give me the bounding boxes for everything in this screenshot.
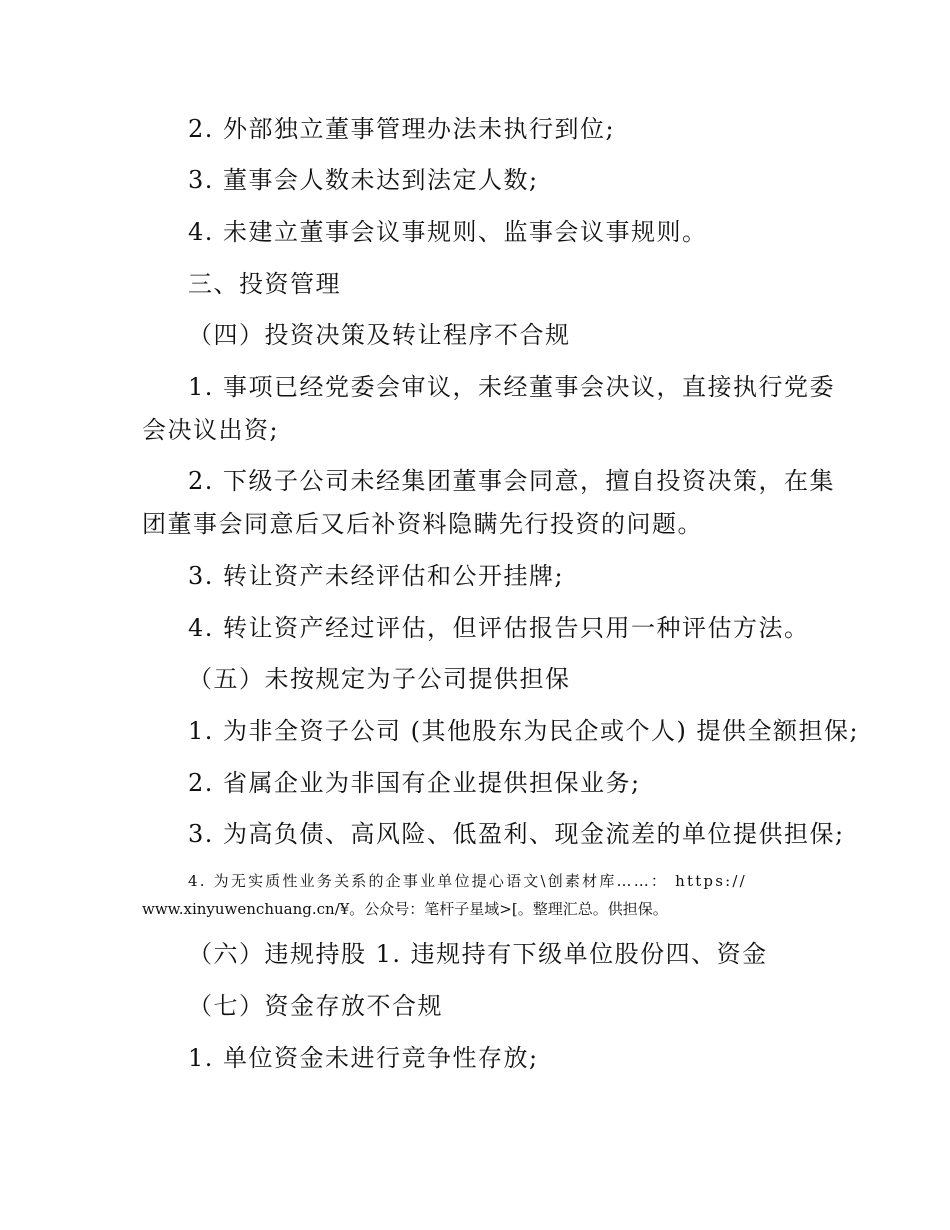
subsection-heading-6: （六）违规持股 1. 违规持有下级单位股份四、资金 (188, 940, 768, 968)
text-line-7: 会决议出资; (142, 416, 280, 444)
subsection-heading-4: （四）投资决策及转让程序不合规 (188, 321, 571, 349)
small-text-line-16: 4. 为无实质性业务关系的企事业单位提心语文\创素材库……： https:// (188, 872, 747, 890)
text-line-9: 团董事会同意后又后补资料隐瞒先行投资的问题。 (142, 510, 703, 538)
subsection-heading-7: （七）资金存放不合规 (188, 992, 443, 1020)
text-line-3: 4. 未建立董事会议事规则、监事会议事规则。 (188, 218, 708, 246)
text-line-8: 2. 下级子公司未经集团董事会同意，擅自投资决策，在集 (188, 467, 836, 495)
text-line-11: 4. 转让资产经过评估，但评估报告只用一种评估方法。 (188, 614, 810, 642)
text-line-15: 3. 为高负债、高风险、低盈利、现金流差的单位提供担保; (188, 820, 845, 848)
text-line-20: 1. 单位资金未进行竞争性存放; (188, 1044, 539, 1072)
text-line-14: 2. 省属企业为非国有企业提供担保业务; (188, 769, 641, 797)
text-line-2: 3. 董事会人数未达到法定人数; (188, 166, 539, 194)
text-line-1: 2. 外部独立董事管理办法未执行到位; (188, 115, 616, 143)
text-line-13: 1. 为非全资子公司 (其他股东为民企或个人) 提供全额担保; (188, 717, 860, 745)
subsection-heading-5: （五）未按规定为子公司提供担保 (188, 665, 571, 693)
text-line-10: 3. 转让资产未经评估和公开挂牌; (188, 562, 565, 590)
small-text-line-17: www.xinyuwenchuang.cn/¥。公众号：笔杆子星域>[。整理汇总。供担保。 (142, 900, 668, 918)
section-heading-investment: 三、投资管理 (188, 270, 341, 298)
text-line-6: 1. 事项已经党委会审议，未经董事会决议，直接执行党委 (188, 373, 836, 401)
